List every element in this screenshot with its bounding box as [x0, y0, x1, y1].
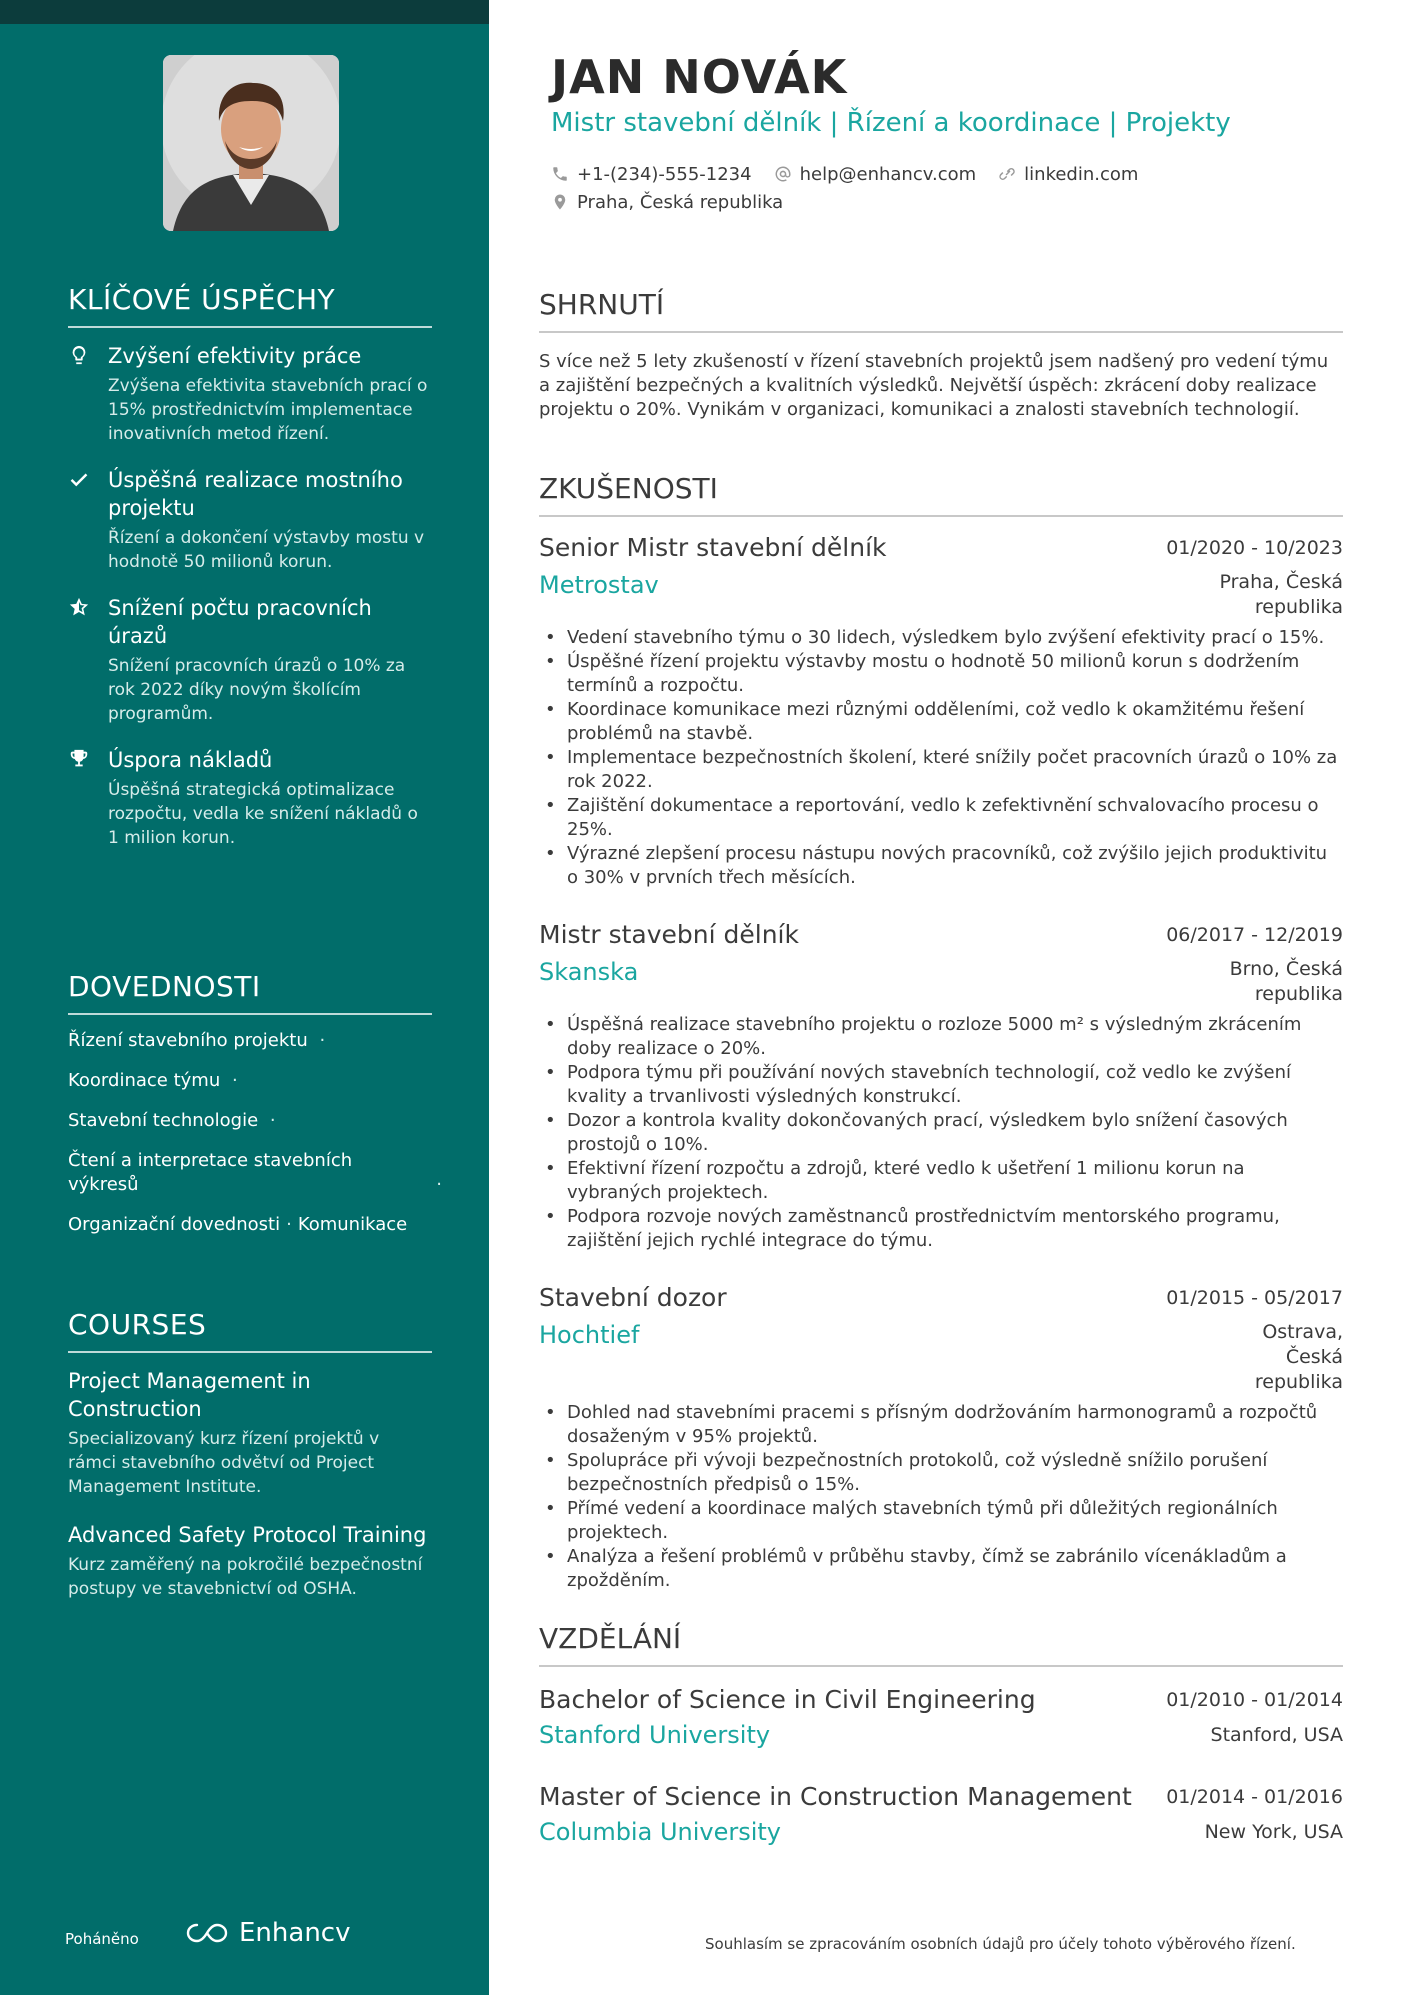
skills-section: [68, 970, 442, 1253]
achievement-desc: Snížení pracovních úrazů o 10% za rok 2022 díky novým školícím programům.: [108, 656, 406, 724]
lightbulb-icon: [68, 342, 108, 446]
infinity-icon: [185, 1920, 229, 1946]
skill-item: Koordinace týmu ·: [68, 1070, 238, 1091]
achievement-title: Snížení počtu pracovních úrazů: [108, 596, 372, 648]
courses-section: [68, 1308, 432, 1623]
courses-title: COURSES: [68, 1308, 432, 1353]
linkedin-item[interactable]: [998, 164, 1138, 185]
course-title: Advanced Safety Protocol Training: [68, 1523, 427, 1547]
achievements-section: [68, 283, 432, 870]
job-company: Metrostav: [539, 571, 659, 599]
job-location: Praha, Česká republika: [1219, 571, 1343, 618]
profile-photo: [163, 55, 339, 231]
achievement-item: [68, 342, 432, 446]
avatar: [163, 55, 339, 231]
list-item: • Vedení stavebního týmu o 30 lidech, výsledkem bylo zvýšení efektivity prací o 15%.: [539, 626, 1343, 650]
job-role: Stavební dozor: [539, 1283, 727, 1312]
edu-location: New York, USA: [1204, 1821, 1343, 1843]
job-location: Brno, Česká republika: [1229, 958, 1343, 1005]
phone-item[interactable]: [551, 164, 752, 185]
job-company: Hochtief: [539, 1321, 640, 1349]
email-item[interactable]: [774, 164, 977, 185]
list-item: • Koordinace komunikace mezi různými odděleními, což vedlo k okamžitému řešení problémů na stavbě.: [539, 698, 1343, 746]
course-item: [68, 1521, 432, 1601]
skill-item: Organizační dovednosti · Komunikace: [68, 1214, 408, 1235]
at-icon: [774, 165, 792, 183]
skill-item: Řízení stavebního projektu ·: [68, 1030, 326, 1051]
course-desc: Kurz zaměřený na pokročilé bezpečnostní postupy ve stavebnictví od OSHA.: [68, 1555, 423, 1599]
list-item: • Úspěšné řízení projektu výstavby mostu o hodnotě 50 milionů korun s dodržením termínů a rozpočtu.: [539, 650, 1343, 698]
list-item: • Efektivní řízení rozpočtu a zdrojů, které vedlo k ušetření 1 milionu korun na vybraných projektech.: [539, 1157, 1343, 1205]
skill-item: Stavební technologie ·: [68, 1110, 276, 1131]
location-pin-icon: [551, 193, 569, 211]
location-text: Praha, Česká republika: [577, 191, 784, 213]
job-bullets: [539, 1401, 1343, 1593]
job-bullets: [539, 1013, 1343, 1253]
achievement-item: [68, 746, 432, 850]
experience-title: ZKUŠENOSTI: [539, 472, 1343, 517]
list-item: • Dozor a kontrola kvality dokončovaných prací, výsledkem bylo snížení časových prostojů o 10%.: [539, 1109, 1343, 1157]
job-entry: [539, 532, 1343, 890]
list-item: • Přímé vedení a koordinace malých stavebních týmů při důležitých regionálních projektech.: [539, 1497, 1343, 1545]
edu-dates: 01/2014 - 01/2016: [1166, 1786, 1343, 1808]
edu-dates: 01/2010 - 01/2014: [1166, 1689, 1343, 1711]
achievement-title: Zvýšení efektivity práce: [108, 344, 362, 368]
linkedin-text: linkedin.com: [1024, 163, 1139, 185]
summary-text: S více než 5 lety zkušeností v řízení stavebních projektů jsem nadšený pro vedení týmu a zajištění bezpečných a kvalitních výsledků. Největší úspěch: zkrácení doby realizace projektu o 20%. Vynikám v organizaci, komunikaci a znalosti stavebních technologií.: [539, 351, 1329, 420]
skills-title: DOVEDNOSTI: [68, 970, 432, 1015]
edu-degree: Bachelor of Science in Civil Engineering: [539, 1685, 1036, 1714]
job-location: Ostrava, Česká republika: [1254, 1321, 1343, 1393]
achievement-item: [68, 466, 432, 574]
location-item: [551, 192, 783, 213]
education-title: VZDĚLÁNÍ: [539, 1622, 1343, 1667]
job-dates: 01/2020 - 10/2023: [1166, 537, 1343, 559]
brand-name: Enhancv: [239, 1918, 351, 1948]
list-item: • Spolupráce při vývoji bezpečnostních protokolů, což výsledně snížilo porušení bezpečnostních předpisů o 15%.: [539, 1449, 1343, 1497]
list-item: • Dohled nad stavebními pracemi s přísným dodržováním harmonogramů a rozpočtů dosaženým v 95% projektů.: [539, 1401, 1343, 1449]
achievement-title: Úspěšná realizace mostního projektu: [108, 468, 403, 520]
achievements-title: KLÍČOVÉ ÚSPĚCHY: [68, 283, 432, 328]
job-entry: [539, 919, 1343, 1253]
job-company: Skanska: [539, 958, 639, 986]
education-entry: [539, 1684, 1343, 1750]
job-entry: [539, 1282, 1343, 1593]
consent-text: Souhlasím se zpracováním osobních údajů pro účely tohoto výběrového řízení.: [705, 1935, 1296, 1953]
check-icon: [68, 466, 108, 574]
email-text: help@enhancv.com: [799, 163, 977, 185]
contact-info: [551, 160, 1138, 216]
job-role: Mistr stavební dělník: [539, 920, 799, 949]
list-item: • Podpora rozvoje nových zaměstnanců prostřednictvím mentorského programu, zajištění jejich rychlé integrace do týmu.: [539, 1205, 1343, 1253]
course-title: Project Management in Construction: [68, 1369, 311, 1421]
phone-icon: [551, 165, 569, 183]
sidebar-top-bar: [0, 0, 489, 24]
list-item: • Úspěšná realizace stavebního projektu o rozloze 5000 m² s výsledným zkrácením doby realizace o 20%.: [539, 1013, 1343, 1061]
achievement-item: [68, 594, 432, 726]
summary-title: SHRNUTÍ: [539, 288, 1343, 333]
list-item: • Zajištění dokumentace a reportování, vedlo k zefektivnění schvalovacího procesu o 25%.: [539, 794, 1343, 842]
job-bullets: [539, 626, 1343, 890]
edu-school: Stanford University: [539, 1721, 771, 1749]
enhancv-logo[interactable]: [185, 1918, 350, 1948]
skill-item: Čtení a interpretace stavebních výkresů ·: [68, 1150, 442, 1195]
edu-degree: Master of Science in Construction Management: [539, 1782, 1132, 1811]
achievement-desc: Řízení a dokončení výstavby mostu v hodnotě 50 milionů korun.: [108, 528, 425, 572]
edu-school: Columbia University: [539, 1818, 782, 1846]
education-entry: [539, 1781, 1343, 1847]
candidate-name: JAN NOVÁK: [551, 50, 848, 104]
job-dates: 06/2017 - 12/2019: [1166, 924, 1343, 946]
course-desc: Specializovaný kurz řízení projektů v rámci stavebního odvětví od Project Management Institute.: [68, 1429, 380, 1497]
list-item: • Analýza a řešení problémů v průběhu stavby, čímž se zabránilo vícenákladům a zpožděním.: [539, 1545, 1343, 1593]
link-icon: [998, 165, 1016, 183]
list-item: • Podpora týmu při používání nových stavebních technologií, což vedlo ke zvýšení kvality a trvanlivosti výsledných konstrukcí.: [539, 1061, 1343, 1109]
achievement-desc: Zvýšena efektivita stavebních prací o 15% prostřednictvím implementace inovativních metod řízení.: [108, 376, 428, 444]
powered-by-label: Poháněno: [65, 1930, 139, 1948]
course-item: [68, 1367, 432, 1499]
headline: Mistr stavební dělník | Řízení a koordinace | Projekty: [551, 108, 1231, 138]
achievement-title: Úspora nákladů: [108, 748, 273, 772]
phone-text: +1-(234)-555-1234: [577, 163, 752, 185]
edu-location: Stanford, USA: [1210, 1724, 1343, 1746]
sidebar: [0, 0, 489, 1995]
list-item: • Implementace bezpečnostních školení, které snížily počet pracovních úrazů o 10% za rok 2022.: [539, 746, 1343, 794]
star-half-icon: [68, 594, 108, 726]
trophy-icon: [68, 746, 108, 850]
job-dates: 01/2015 - 05/2017: [1166, 1287, 1343, 1309]
list-item: • Výrazné zlepšení procesu nástupu nových pracovníků, což zvýšilo jejich produktivitu o 30% v prvních třech měsících.: [539, 842, 1343, 890]
job-role: Senior Mistr stavební dělník: [539, 533, 887, 562]
achievement-desc: Úspěšná strategická optimalizace rozpočtu, vedla ke snížení nákladů o 1 milion korun.: [108, 780, 418, 848]
